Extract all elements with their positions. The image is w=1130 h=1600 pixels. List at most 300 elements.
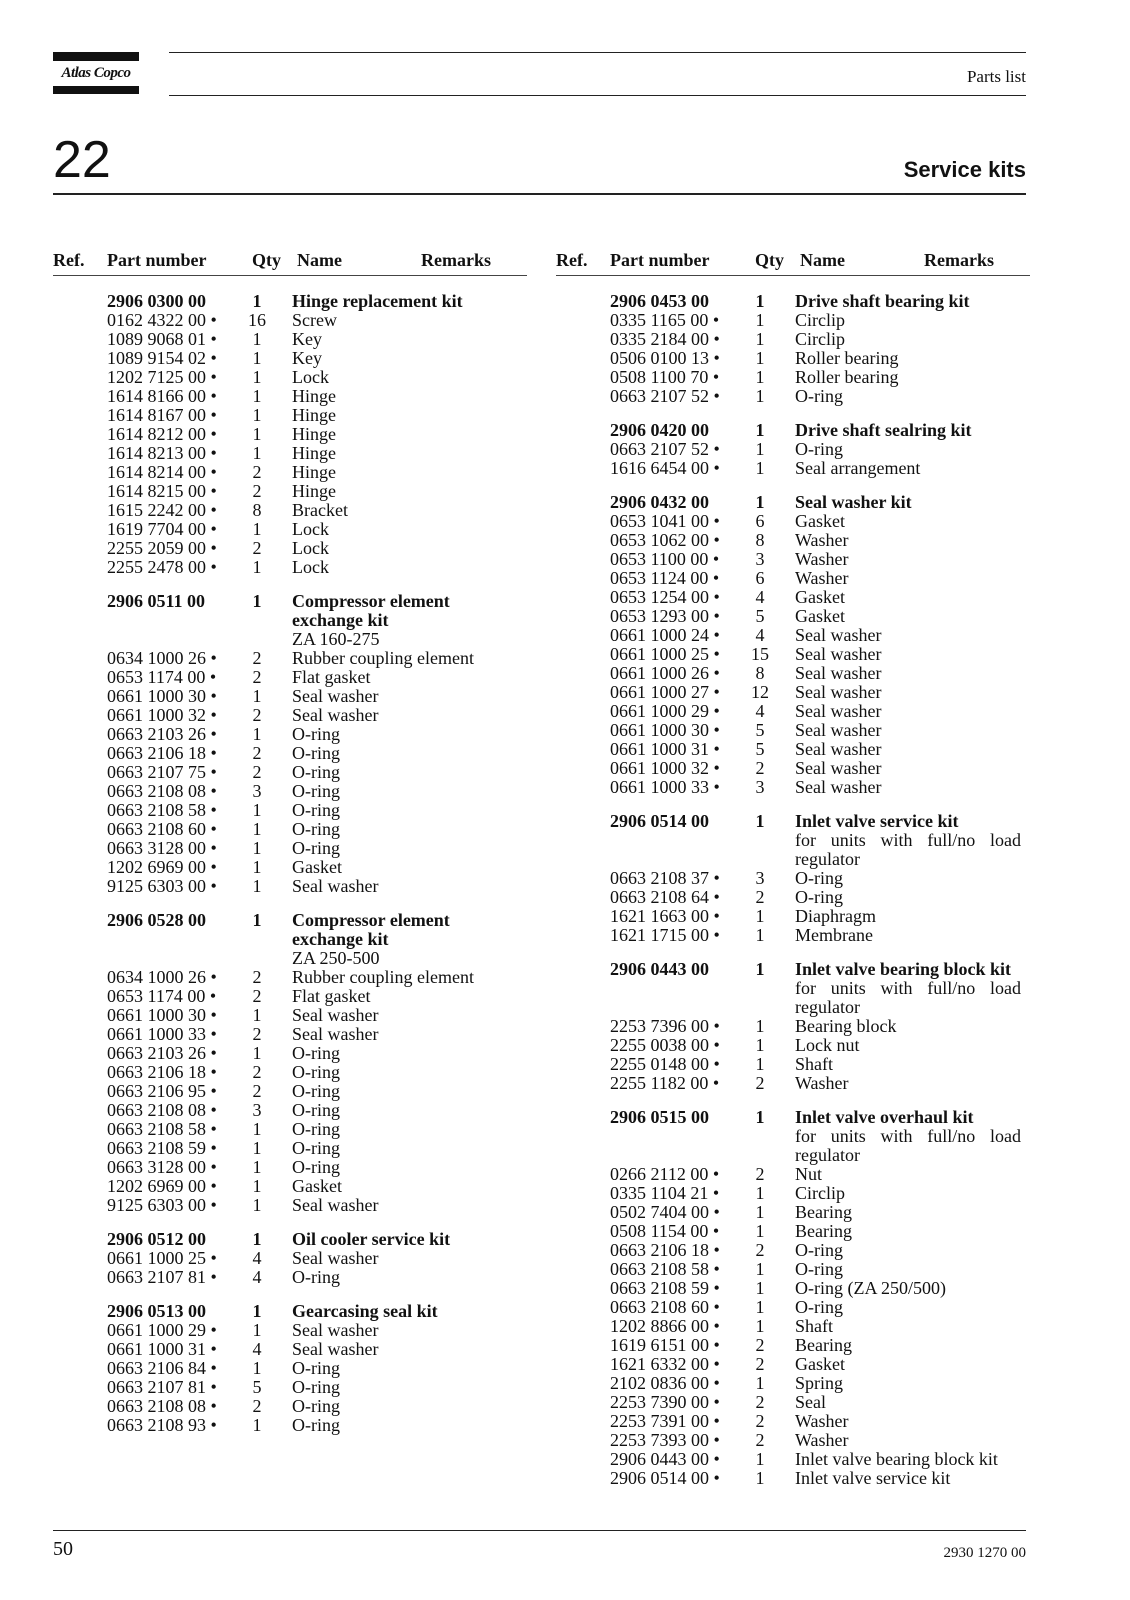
part-number: 9125 6303 00 • <box>107 1195 217 1215</box>
part-name: Lock <box>292 557 329 577</box>
part-number: 0663 2108 60 • <box>610 1297 720 1317</box>
quantity: 2 <box>755 1392 765 1412</box>
quantity: 1 <box>252 686 262 706</box>
table-row <box>53 725 527 744</box>
table-row <box>556 721 1030 740</box>
header-qty: Qty <box>252 250 281 270</box>
quantity: 1 <box>252 1320 262 1340</box>
table-row <box>53 1321 527 1340</box>
part-name: O-ring <box>292 1377 340 1397</box>
quantity: 2 <box>755 1073 765 1093</box>
part-number: 0663 2108 59 • <box>610 1278 720 1298</box>
quantity: 1 <box>252 557 262 577</box>
table-row <box>556 459 1030 478</box>
part-number: 0661 1000 33 • <box>610 777 720 797</box>
part-name: O-ring <box>795 1297 843 1317</box>
part-number: 0663 2103 26 • <box>107 1043 217 1063</box>
table-row <box>556 1203 1030 1222</box>
table-row <box>53 1063 527 1082</box>
part-number: 1614 8212 00 • <box>107 424 217 444</box>
table-row <box>556 740 1030 759</box>
quantity: 4 <box>755 701 765 721</box>
part-number: 0653 1254 00 • <box>610 587 720 607</box>
part-number: 0634 1000 26 • <box>107 967 217 987</box>
part-name: O-ring <box>292 1157 340 1177</box>
part-number: 1089 9068 01 • <box>107 329 217 349</box>
kit-name: Gearcasing seal kit <box>292 1301 438 1321</box>
part-name: Lock nut <box>795 1035 860 1055</box>
header-part-number: Part number <box>610 250 710 270</box>
part-name: Seal washer <box>795 758 882 778</box>
kit-qty: 1 <box>755 811 765 831</box>
quantity: 1 <box>755 1468 765 1488</box>
table-row <box>53 668 527 687</box>
table-row <box>556 607 1030 626</box>
quantity: 2 <box>755 1240 765 1260</box>
quantity: 4 <box>252 1267 262 1287</box>
part-number: 0663 2108 58 • <box>107 800 217 820</box>
part-name: O-ring <box>292 1396 340 1416</box>
header-qty: Qty <box>755 250 784 270</box>
part-name: O-ring <box>292 1062 340 1082</box>
part-number: 0663 2107 52 • <box>610 386 720 406</box>
quantity: 1 <box>252 367 262 387</box>
part-name: O-ring <box>292 781 340 801</box>
part-number: 0663 2108 37 • <box>610 868 720 888</box>
part-name: Seal washer <box>292 1248 379 1268</box>
part-name: Roller bearing <box>795 348 899 368</box>
table-row <box>53 1044 527 1063</box>
kit-name: Seal washer kit <box>795 492 912 512</box>
quantity: 1 <box>755 1054 765 1074</box>
part-number: 0663 2107 81 • <box>107 1377 217 1397</box>
part-name: Lock <box>292 538 329 558</box>
quantity: 1 <box>252 1358 262 1378</box>
part-name: O-ring <box>292 838 340 858</box>
table-row <box>53 1120 527 1139</box>
quantity: 1 <box>755 367 765 387</box>
part-number: 0661 1000 30 • <box>610 720 720 740</box>
quantity: 3 <box>755 868 765 888</box>
part-name: Bearing <box>795 1221 852 1241</box>
part-name: Washer <box>795 1073 849 1093</box>
part-name: Seal washer <box>292 876 379 896</box>
table-row <box>53 368 527 387</box>
part-name: Circlip <box>795 310 845 330</box>
table-row <box>53 1082 527 1101</box>
quantity: 2 <box>755 1335 765 1355</box>
quantity: 5 <box>755 720 765 740</box>
table-row <box>556 869 1030 888</box>
part-number: 1614 8215 00 • <box>107 481 217 501</box>
quantity: 1 <box>755 1016 765 1036</box>
quantity: 1 <box>755 310 765 330</box>
kit-header-row <box>556 812 1030 831</box>
table-row <box>556 778 1030 797</box>
kit-name: Inlet valve overhaul kit <box>795 1107 974 1127</box>
kit-part-number: 2906 0453 00 <box>610 291 709 311</box>
part-number: 0661 1000 31 • <box>610 739 720 759</box>
quantity: 2 <box>252 986 262 1006</box>
kit-name: Drive shaft bearing kit <box>795 291 970 311</box>
part-number: 1615 2242 00 • <box>107 500 217 520</box>
table-row <box>53 744 527 763</box>
quantity: 1 <box>252 800 262 820</box>
quantity: 5 <box>755 606 765 626</box>
table-row <box>53 1101 527 1120</box>
kit-name: Inlet valve service kit <box>795 811 959 831</box>
part-name: Gasket <box>795 511 845 531</box>
quantity: 1 <box>252 329 262 349</box>
left-rows <box>53 292 527 1435</box>
part-name: Seal washer <box>795 682 882 702</box>
table-row <box>556 759 1030 778</box>
table-row <box>556 907 1030 926</box>
quantity: 3 <box>755 549 765 569</box>
table-row <box>53 387 527 406</box>
part-number: 0335 1104 21 • <box>610 1183 720 1203</box>
table-row <box>53 1249 527 1268</box>
table-row <box>53 763 527 782</box>
part-name: Rubber coupling element <box>292 967 474 987</box>
table-row <box>556 1074 1030 1093</box>
quantity: 1 <box>755 1373 765 1393</box>
part-name: Gasket <box>795 587 845 607</box>
quantity: 6 <box>755 511 765 531</box>
kit-header-row <box>53 911 527 930</box>
part-number: 0663 2108 58 • <box>610 1259 720 1279</box>
part-number: 0653 1293 00 • <box>610 606 720 626</box>
quantity: 2 <box>252 481 262 501</box>
part-name: O-ring (ZA 250/500) <box>795 1278 946 1298</box>
part-number: 1202 7125 00 • <box>107 367 217 387</box>
part-number: 0508 1100 70 • <box>610 367 720 387</box>
kit-part-number: 2906 0432 00 <box>610 492 709 512</box>
part-number: 0663 2106 18 • <box>107 743 217 763</box>
quantity: 1 <box>252 424 262 444</box>
quantity: 1 <box>755 1297 765 1317</box>
table-row <box>556 330 1030 349</box>
quantity: 1 <box>755 1449 765 1469</box>
quantity: 8 <box>252 500 262 520</box>
table-row <box>53 968 527 987</box>
table-row <box>556 702 1030 721</box>
part-number: 0663 2107 81 • <box>107 1267 217 1287</box>
part-number: 0506 0100 13 • <box>610 348 720 368</box>
part-name: Gasket <box>795 606 845 626</box>
part-number: 2253 7396 00 • <box>610 1016 720 1036</box>
part-number: 0661 1000 24 • <box>610 625 720 645</box>
quantity: 1 <box>755 1221 765 1241</box>
part-name: O-ring <box>292 1415 340 1435</box>
kit-part-number: 2906 0528 00 <box>107 910 206 930</box>
table-row <box>556 531 1030 550</box>
part-name: O-ring <box>292 1119 340 1139</box>
part-number: 0663 2108 60 • <box>107 819 217 839</box>
part-number: 0661 1000 25 • <box>610 644 720 664</box>
part-number: 0661 1000 29 • <box>107 1320 217 1340</box>
part-name: Seal washer <box>795 701 882 721</box>
quantity: 2 <box>252 648 262 668</box>
table-row <box>53 501 527 520</box>
quantity: 2 <box>252 667 262 687</box>
part-name: O-ring <box>795 868 843 888</box>
part-name: Circlip <box>795 1183 845 1203</box>
part-number: 0663 2106 84 • <box>107 1358 217 1378</box>
part-name: Flat gasket <box>292 667 371 687</box>
header-name: Name <box>297 250 342 270</box>
part-name: Seal washer <box>795 625 882 645</box>
part-name: Flat gasket <box>292 986 371 1006</box>
part-number: 1614 8166 00 • <box>107 386 217 406</box>
part-number: 2253 7390 00 • <box>610 1392 720 1412</box>
part-name: Bearing <box>795 1335 852 1355</box>
part-number: 0661 1000 32 • <box>610 758 720 778</box>
table-row <box>53 820 527 839</box>
part-name: Gasket <box>292 857 342 877</box>
part-name: O-ring <box>292 724 340 744</box>
part-name: Inlet valve bearing block kit <box>795 1449 998 1469</box>
kit-header-row <box>53 592 527 611</box>
table-row <box>556 1017 1030 1036</box>
part-number: 0653 1124 00 • <box>610 568 720 588</box>
part-number: 0663 2108 58 • <box>107 1119 217 1139</box>
kit-name: Oil cooler service kit <box>292 1229 451 1249</box>
part-number: 0661 1000 32 • <box>107 705 217 725</box>
part-number: 0653 1174 00 • <box>107 667 217 687</box>
kit-qty: 1 <box>755 1107 765 1127</box>
quantity: 2 <box>755 1164 765 1184</box>
table-row <box>556 1374 1030 1393</box>
part-name: Membrane <box>795 925 873 945</box>
table-row <box>53 482 527 501</box>
table-row <box>53 1177 527 1196</box>
part-number: 0335 2184 00 • <box>610 329 720 349</box>
table-row <box>556 1279 1030 1298</box>
table-row <box>556 1355 1030 1374</box>
part-name: Hinge <box>292 443 336 463</box>
quantity: 2 <box>755 758 765 778</box>
kit-part-number: 2906 0300 00 <box>107 291 206 311</box>
table-row <box>556 664 1030 683</box>
logo-top-bar <box>53 52 139 61</box>
kit-name-continued: exchange kit <box>292 610 389 630</box>
quantity: 4 <box>755 587 765 607</box>
kit-qty: 1 <box>755 492 765 512</box>
table-row <box>556 683 1030 702</box>
table-row <box>556 1241 1030 1260</box>
quantity: 4 <box>252 1248 262 1268</box>
part-number: 1614 8213 00 • <box>107 443 217 463</box>
part-name: O-ring <box>795 1259 843 1279</box>
part-name: O-ring <box>292 762 340 782</box>
header-label: Parts list <box>966 67 1026 86</box>
table-row <box>53 706 527 725</box>
part-number: 2255 1182 00 • <box>610 1073 720 1093</box>
part-number: 0502 7404 00 • <box>610 1202 720 1222</box>
kit-qty: 1 <box>252 591 262 611</box>
kit-name-continued-row <box>53 611 527 630</box>
quantity: 12 <box>751 682 769 702</box>
part-number: 0661 1000 27 • <box>610 682 720 702</box>
quantity: 2 <box>252 1062 262 1082</box>
right-parts-table <box>556 250 1030 1488</box>
logo-text: Atlas Copco <box>61 65 131 81</box>
quantity: 1 <box>252 1005 262 1025</box>
kit-part-number: 2906 0512 00 <box>107 1229 206 1249</box>
quantity: 1 <box>755 925 765 945</box>
part-number: 0653 1041 00 • <box>610 511 720 531</box>
part-name: Roller bearing <box>795 367 899 387</box>
table-row <box>53 782 527 801</box>
table-header <box>53 250 527 276</box>
part-name: Key <box>292 348 322 368</box>
quantity: 4 <box>755 625 765 645</box>
part-name: Bracket <box>292 500 348 520</box>
part-name: Nut <box>795 1164 822 1184</box>
part-name: Bearing block <box>795 1016 897 1036</box>
part-number: 0663 2108 08 • <box>107 1100 217 1120</box>
table-row <box>53 1340 527 1359</box>
quantity: 8 <box>755 530 765 550</box>
header-part-number: Part number <box>107 250 207 270</box>
table-row <box>556 440 1030 459</box>
part-number: 0653 1174 00 • <box>107 986 217 1006</box>
quantity: 3 <box>252 1100 262 1120</box>
quantity: 8 <box>755 663 765 683</box>
quantity: 2 <box>252 462 262 482</box>
quantity: 1 <box>252 348 262 368</box>
header-top-rule <box>169 52 1026 53</box>
part-name: O-ring <box>795 439 843 459</box>
part-name: O-ring <box>292 1358 340 1378</box>
logo-bottom-bar <box>53 86 139 94</box>
kit-qty: 1 <box>252 910 262 930</box>
kit-qty: 1 <box>755 291 765 311</box>
atlas-copco-logo <box>53 52 139 94</box>
header-ref: Ref. <box>556 250 588 270</box>
part-name: Seal washer <box>292 686 379 706</box>
quantity: 1 <box>755 458 765 478</box>
table-row <box>556 1298 1030 1317</box>
part-number: 1621 1663 00 • <box>610 906 720 926</box>
part-name: Seal washer <box>292 1320 379 1340</box>
kit-header-row <box>556 960 1030 979</box>
table-row <box>556 926 1030 945</box>
kit-qty: 1 <box>755 420 765 440</box>
quantity: 5 <box>755 739 765 759</box>
table-row <box>53 687 527 706</box>
part-number: 1614 8214 00 • <box>107 462 217 482</box>
quantity: 2 <box>252 1396 262 1416</box>
kit-remark: for units with full/no load regulator <box>795 978 1021 1017</box>
quantity: 6 <box>755 568 765 588</box>
part-name: Seal washer <box>795 644 882 664</box>
part-name: Circlip <box>795 329 845 349</box>
part-name: O-ring <box>292 1081 340 1101</box>
quantity: 2 <box>252 1081 262 1101</box>
quantity: 1 <box>252 819 262 839</box>
quantity: 1 <box>755 329 765 349</box>
kit-name: Hinge replacement kit <box>292 291 463 311</box>
part-number: 0663 2108 93 • <box>107 1415 217 1435</box>
kit-remark: for units with full/no load regulator <box>795 830 1021 869</box>
table-row <box>53 311 527 330</box>
kit-qty: 1 <box>252 1229 262 1249</box>
quantity: 2 <box>252 743 262 763</box>
header-name: Name <box>800 250 845 270</box>
part-number: 0663 3128 00 • <box>107 1157 217 1177</box>
document-number: 2930 1270 00 <box>943 1545 1026 1561</box>
table-row <box>556 645 1030 664</box>
part-name: O-ring <box>795 1240 843 1260</box>
table-row <box>53 1158 527 1177</box>
quantity: 2 <box>252 705 262 725</box>
quantity: 1 <box>755 348 765 368</box>
table-row <box>556 1431 1030 1450</box>
part-number: 0661 1000 30 • <box>107 1005 217 1025</box>
section-title: Service kits <box>903 157 1026 182</box>
part-name: O-ring <box>292 1138 340 1158</box>
kit-qty: 1 <box>252 291 262 311</box>
part-number: 1621 1715 00 • <box>610 925 720 945</box>
kit-header-row <box>53 292 527 311</box>
kit-part-number: 2906 0511 00 <box>107 591 206 611</box>
part-number: 2255 0038 00 • <box>610 1035 720 1055</box>
kit-header-row <box>556 292 1030 311</box>
kit-qty: 1 <box>755 959 765 979</box>
part-name: Screw <box>292 310 337 330</box>
part-number: 0162 4322 00 • <box>107 310 217 330</box>
table-row <box>556 1469 1030 1488</box>
kit-part-number: 2906 0515 00 <box>610 1107 709 1127</box>
part-number: 2102 0836 00 • <box>610 1373 720 1393</box>
quantity: 1 <box>252 724 262 744</box>
quantity: 1 <box>252 519 262 539</box>
quantity: 1 <box>252 405 262 425</box>
kit-header-row <box>53 1302 527 1321</box>
quantity: 15 <box>751 644 769 664</box>
quantity: 3 <box>252 781 262 801</box>
table-row <box>53 406 527 425</box>
table-row <box>556 1165 1030 1184</box>
chapter-number: 22 <box>53 131 111 189</box>
quantity: 3 <box>755 777 765 797</box>
part-name: Spring <box>795 1373 844 1393</box>
quantity: 1 <box>755 386 765 406</box>
table-row <box>556 1317 1030 1336</box>
kit-remark: ZA 250-500 <box>292 948 380 968</box>
table-row <box>53 1378 527 1397</box>
table-row <box>53 1025 527 1044</box>
quantity: 2 <box>252 538 262 558</box>
table-row <box>53 463 527 482</box>
quantity: 1 <box>252 386 262 406</box>
part-number: 2255 0148 00 • <box>610 1054 720 1074</box>
part-number: 1619 6151 00 • <box>610 1335 720 1355</box>
table-row <box>556 1450 1030 1469</box>
kit-remark: ZA 160-275 <box>292 629 380 649</box>
part-number: 0661 1000 31 • <box>107 1339 217 1359</box>
kit-header-row <box>556 493 1030 512</box>
quantity: 1 <box>755 1316 765 1336</box>
table-row <box>556 1336 1030 1355</box>
quantity: 2 <box>755 887 765 907</box>
part-name: Hinge <box>292 424 336 444</box>
table-row <box>53 649 527 668</box>
quantity: 1 <box>755 1183 765 1203</box>
quantity: 1 <box>252 1157 262 1177</box>
